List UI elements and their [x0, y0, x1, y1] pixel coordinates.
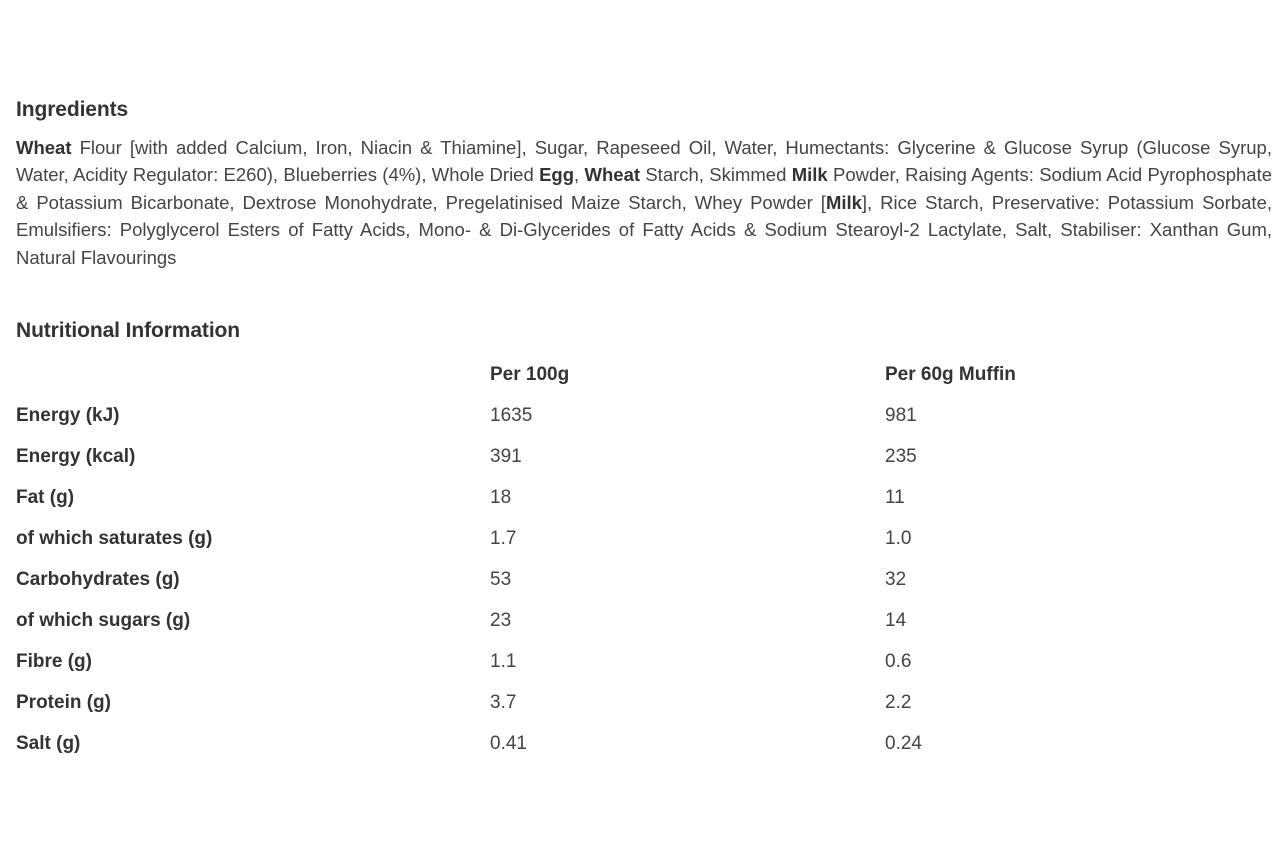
ingredient-allergen: Milk: [825, 191, 862, 213]
value-per-muffin: 1.0: [885, 527, 912, 549]
table-row: [16, 436, 1276, 477]
ingredient-text: Starch, Skimmed: [640, 164, 792, 186]
nutrient-label: Salt (g): [16, 732, 81, 754]
value-per-100g: 1.7: [490, 527, 517, 549]
ingredient-allergen: Wheat: [584, 164, 641, 186]
nutrient-label: Fibre (g): [16, 650, 92, 672]
nutrition-table: [16, 354, 1276, 764]
value-per-muffin: 0.6: [885, 650, 912, 672]
ingredient-text: Flour [with added Calcium, Iron, Niacin & Thiamine], Sugar, Rapeseed Oil, Water, Humectants: Glycerine & Glucose Syrup (Glucose Syrup, Water, Acidity Regulator: E260), Blueberries (4%), Whole Dried: [16, 137, 1272, 186]
value-per-muffin: 14: [885, 609, 907, 631]
header-per-muffin: Per 60g Muffin: [885, 363, 1016, 385]
ingredient-allergen: Milk: [791, 164, 828, 186]
nutrient-label: Energy (kJ): [16, 404, 120, 426]
value-per-muffin: 11: [885, 486, 905, 508]
table-row: [16, 682, 1276, 723]
value-per-muffin: 235: [885, 445, 917, 467]
nutrient-label: of which saturates (g): [16, 527, 213, 549]
value-per-100g: 1635: [490, 404, 533, 426]
ingredients-title: Ingredients: [16, 98, 129, 121]
ingredient-text: ,: [574, 164, 585, 186]
ingredients-text: [16, 134, 1272, 271]
nutrient-label: of which sugars (g): [16, 609, 191, 631]
ingredient-text: Powder, Raising Agents: Sodium Acid Pyrophosphate & Potassium Bicarbonate, Dextrose Monohydrate, Pregelatinised Maize Starch, Whey Powder [: [16, 164, 1272, 213]
nutrition-header-row: [16, 354, 1276, 395]
nutrient-label: Protein (g): [16, 691, 111, 713]
value-per-100g: 391: [490, 445, 522, 467]
value-per-100g: 0.41: [490, 732, 527, 754]
table-row: [16, 518, 1276, 559]
value-per-muffin: 32: [885, 568, 907, 590]
value-per-100g: 18: [490, 486, 512, 508]
ingredient-allergen: Egg: [539, 164, 575, 186]
table-row: [16, 559, 1276, 600]
table-row: [16, 600, 1276, 641]
header-per-100g: Per 100g: [490, 363, 570, 385]
table-row: [16, 641, 1276, 682]
nutrient-label: Energy (kcal): [16, 445, 136, 467]
value-per-100g: 23: [490, 609, 512, 631]
nutrition-title: Nutritional Information: [16, 319, 241, 342]
table-row: [16, 395, 1276, 436]
table-row: [16, 477, 1276, 518]
value-per-100g: 53: [490, 568, 512, 590]
value-per-100g: 3.7: [490, 691, 517, 713]
nutrient-label: Carbohydrates (g): [16, 568, 180, 590]
value-per-muffin: 0.24: [885, 732, 922, 754]
value-per-100g: 1.1: [490, 650, 517, 672]
value-per-muffin: 2.2: [885, 691, 912, 713]
nutrient-label: Fat (g): [16, 486, 75, 508]
value-per-muffin: 981: [885, 404, 917, 426]
ingredient-text: ], Rice Starch, Preservative: Potassium Sorbate, Emulsifiers: Polyglycerol Esters of Fatty Acids, Mono- & Di-Glycerides of Fatty Acids & Sodium Stearoyl-2 Lactylate, Salt, Stabiliser: Xanthan Gum, Natural Flavourings: [16, 191, 1272, 268]
table-row: [16, 723, 1276, 764]
header-nutrient: [16, 354, 490, 395]
ingredient-allergen: Wheat: [16, 137, 72, 158]
